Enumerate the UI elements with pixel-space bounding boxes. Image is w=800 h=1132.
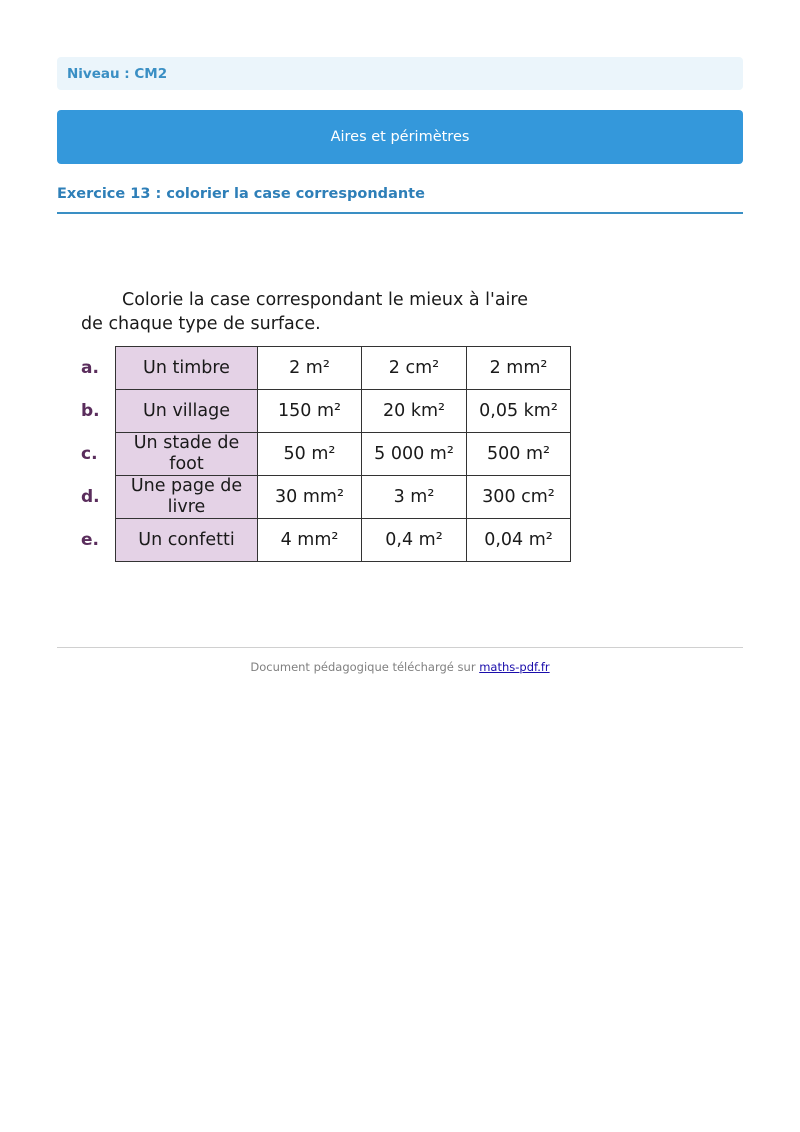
answer-cell[interactable]: 0,04 m² bbox=[467, 519, 571, 562]
footer-link[interactable]: maths-pdf.fr bbox=[479, 660, 550, 674]
surface-label: Un village bbox=[116, 390, 258, 433]
table-row bbox=[116, 390, 571, 433]
surface-label: Une page de livre bbox=[116, 476, 258, 519]
answer-cell[interactable]: 300 cm² bbox=[467, 476, 571, 519]
answer-cell[interactable]: 20 km² bbox=[362, 390, 467, 433]
area-table bbox=[115, 346, 571, 562]
footer-divider bbox=[57, 647, 743, 648]
row-letter: a. bbox=[81, 357, 99, 378]
table-row bbox=[116, 519, 571, 562]
row-letters bbox=[81, 346, 115, 561]
table-row bbox=[116, 476, 571, 519]
answer-cell[interactable]: 30 mm² bbox=[258, 476, 362, 519]
surface-label: Un stade de foot bbox=[116, 433, 258, 476]
row-letter: b. bbox=[81, 400, 100, 421]
answer-cell[interactable]: 2 mm² bbox=[467, 347, 571, 390]
table-row bbox=[116, 347, 571, 390]
answer-cell[interactable]: 5 000 m² bbox=[362, 433, 467, 476]
row-letter: e. bbox=[81, 529, 99, 550]
row-letter: c. bbox=[81, 443, 98, 464]
instruction-line-1: Colorie la case correspondant le mieux à l'aire bbox=[122, 290, 528, 310]
answer-cell[interactable]: 4 mm² bbox=[258, 519, 362, 562]
surface-label: Un confetti bbox=[116, 519, 258, 562]
row-letter: d. bbox=[81, 486, 100, 507]
level-badge bbox=[57, 57, 743, 90]
level-text: Niveau : CM2 bbox=[67, 65, 168, 82]
answer-cell[interactable]: 0,4 m² bbox=[362, 519, 467, 562]
title-banner bbox=[57, 110, 743, 164]
answer-cell[interactable]: 0,05 km² bbox=[467, 390, 571, 433]
exercise-figure bbox=[81, 288, 581, 568]
footer-text: Document pédagogique téléchargé sur bbox=[250, 660, 476, 674]
instruction bbox=[81, 288, 581, 336]
instruction-line-2: de chaque type de surface. bbox=[81, 314, 321, 334]
answer-cell[interactable]: 500 m² bbox=[467, 433, 571, 476]
answer-cell[interactable]: 2 m² bbox=[258, 347, 362, 390]
answer-cell[interactable]: 3 m² bbox=[362, 476, 467, 519]
answer-cell[interactable]: 150 m² bbox=[258, 390, 362, 433]
table-row bbox=[116, 433, 571, 476]
page-title: Aires et périmètres bbox=[330, 129, 470, 145]
footer bbox=[57, 660, 743, 674]
exercise-heading: Exercice 13 : colorier la case correspondante bbox=[57, 186, 743, 214]
answer-cell[interactable]: 2 cm² bbox=[362, 347, 467, 390]
answer-cell[interactable]: 50 m² bbox=[258, 433, 362, 476]
surface-label: Un timbre bbox=[116, 347, 258, 390]
